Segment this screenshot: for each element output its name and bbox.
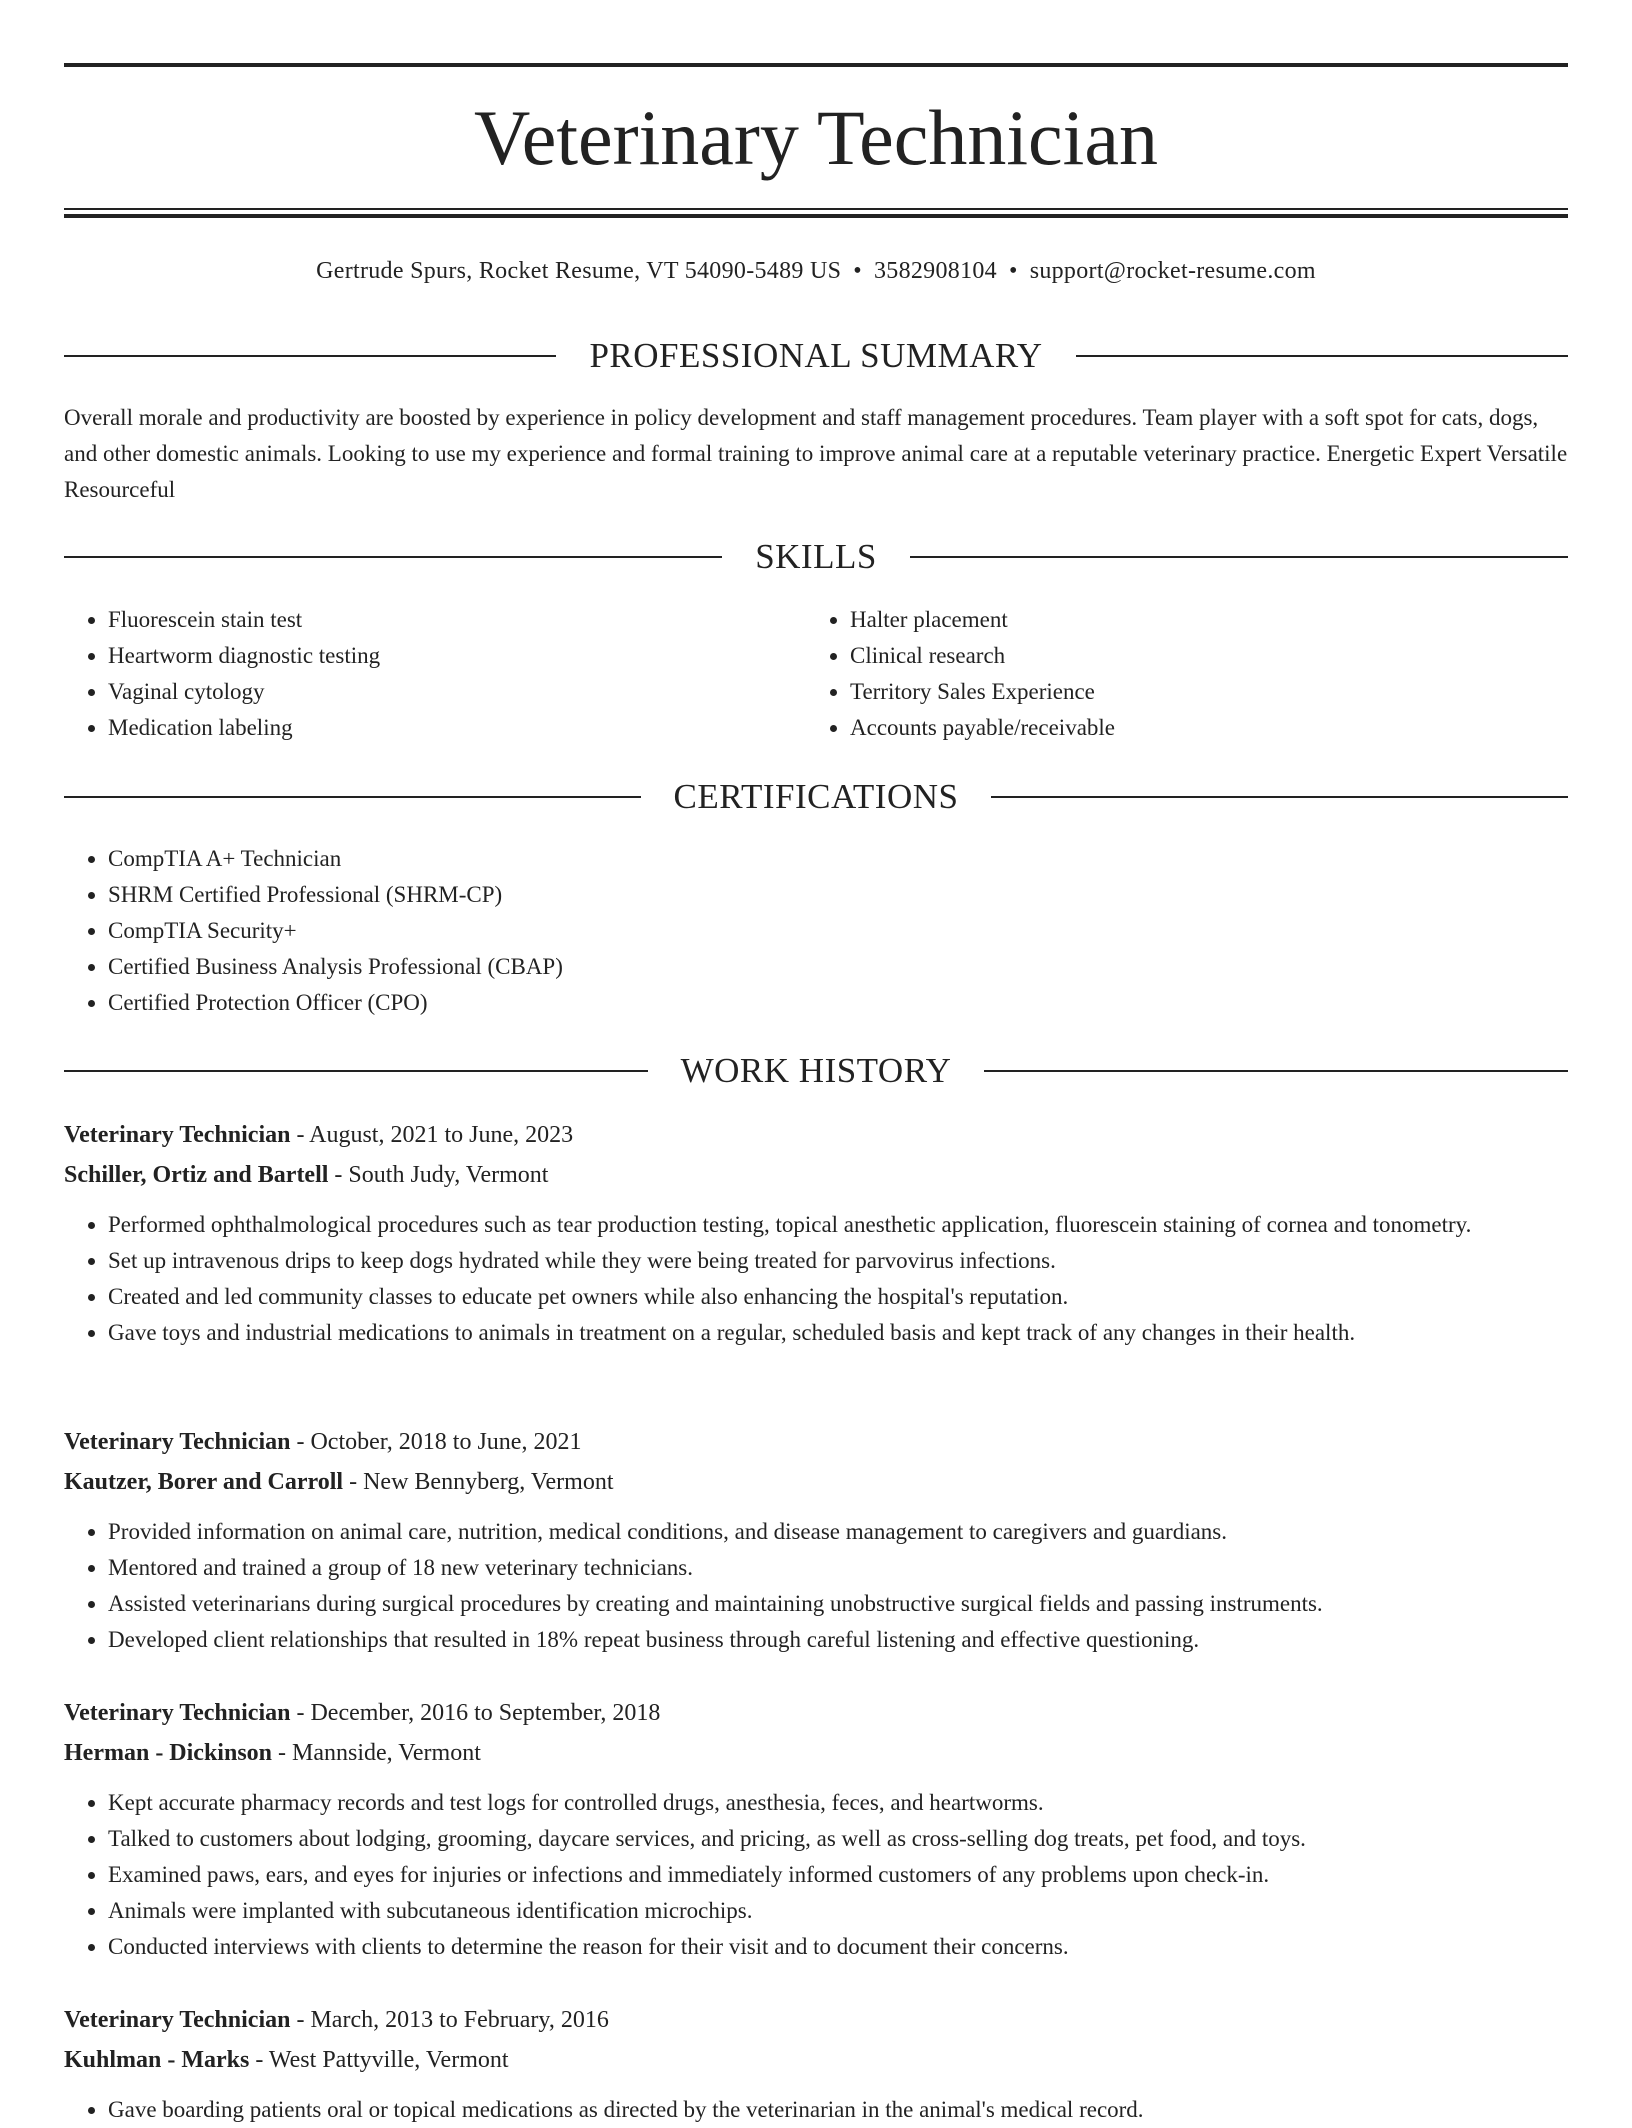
- job-duty: • Animals were implanted with subcutaneous identification microchips.: [108, 1893, 1568, 1929]
- certification-item: • CompTIA A+ Technician: [108, 841, 563, 877]
- section-heading-label: CERTIFICATIONS: [673, 777, 959, 816]
- job-duty: • Created and led community classes to educate pet owners while also enhancing the hospital's reputation.: [108, 1279, 1568, 1315]
- job-duty: • Kept accurate pharmacy records and test logs for controlled drugs, anesthesia, feces, and heartworms.: [108, 1785, 1568, 1821]
- title-double-rule: [64, 208, 1568, 218]
- job-duty: • Performed ophthalmological procedures such as tear production testing, topical anesthetic application, fluorescein staining of cornea and tonometry.: [108, 1207, 1568, 1243]
- job-title-line: [64, 1115, 1568, 1155]
- job-company: Herman - Dickinson: [64, 1740, 273, 1766]
- dash: -: [290, 1429, 311, 1455]
- job-company: Kautzer, Borer and Carroll: [64, 1469, 344, 1495]
- job-duty: • Examined paws, ears, and eyes for injuries or infections and immediately informed customers of any problems upon check-in.: [108, 1857, 1568, 1893]
- dash: -: [290, 2007, 311, 2033]
- certifications-block: [64, 841, 563, 1021]
- job-entry: [64, 1115, 1568, 1351]
- job-title: Veterinary Technician: [64, 1700, 291, 1726]
- job-title-line: [64, 1422, 1568, 1462]
- job-title: Veterinary Technician: [64, 2007, 291, 2033]
- skills-left-column: [64, 602, 804, 746]
- job-duties-list: [64, 1207, 1568, 1351]
- job-location: New Bennyberg, Vermont: [363, 1469, 614, 1495]
- job-company-line: [64, 1155, 1568, 1195]
- certification-item: • SHRM Certified Professional (SHRM-CP): [108, 877, 563, 913]
- job-company-line: [64, 2040, 1568, 2080]
- job-company-line: [64, 1733, 1568, 1773]
- certification-item: • CompTIA Security+: [108, 913, 563, 949]
- skills-list: [806, 602, 1546, 746]
- heading-rule: [984, 1070, 1568, 1072]
- contact-address: Gertrude Spurs, Rocket Resume, VT 54090-5489 US: [316, 258, 842, 284]
- job-title-line: [64, 2000, 1568, 2040]
- certifications-list: [64, 841, 563, 1021]
- job-duties-list: [64, 1785, 1568, 1965]
- job-duties-list: [64, 2092, 1568, 2128]
- job-entry: [64, 2000, 1568, 2128]
- job-company: Kuhlman - Marks: [64, 2047, 250, 2073]
- skill-item: • Medication labeling: [108, 710, 804, 746]
- section-heading-work-history: [64, 1049, 1568, 1093]
- dash: -: [290, 1700, 311, 1726]
- heading-rule: [64, 1070, 648, 1072]
- job-duty: • Gave boarding patients oral or topical medications as directed by the veterinarian in the animal's medical record.: [108, 2092, 1568, 2128]
- skill-item: • Accounts payable/receivable: [850, 710, 1546, 746]
- dash: -: [343, 1469, 364, 1495]
- section-heading-skills: [64, 535, 1568, 579]
- job-duty: • Set up intravenous drips to keep dogs hydrated while they were being treated for parvovirus infections.: [108, 1243, 1568, 1279]
- contact-phone: 3582908104: [873, 258, 997, 284]
- dash: -: [290, 1122, 310, 1148]
- heading-rule: [64, 556, 722, 558]
- skill-item: • Fluorescein stain test: [108, 602, 804, 638]
- skill-item: • Clinical research: [850, 638, 1546, 674]
- job-dates: August, 2021 to June, 2023: [309, 1122, 574, 1148]
- job-duty: • Developed client relationships that resulted in 18% repeat business through careful listening and effective questioning.: [108, 1622, 1568, 1658]
- job-dates: March, 2013 to February, 2016: [310, 2007, 609, 2033]
- section-heading-label: PROFESSIONAL SUMMARY: [589, 336, 1043, 375]
- dash: -: [328, 1162, 349, 1188]
- skills-right-column: [806, 602, 1546, 746]
- summary-text: Overall morale and productivity are boosted by experience in policy development and staff management procedures. Team player with a soft spot for cats, dogs, and other domestic animals. Looking to use my experience and formal training to improve animal care at a reputable veterinary practice. Energetic Expert Versatile Resourceful: [64, 405, 1568, 502]
- job-location: South Judy, Vermont: [348, 1162, 549, 1188]
- heading-rule: [910, 556, 1568, 558]
- job-title: Veterinary Technician: [64, 1122, 291, 1148]
- contact-line: [64, 254, 1568, 288]
- job-duty: • Provided information on animal care, nutrition, medical conditions, and disease management to caregivers and guardians.: [108, 1514, 1568, 1550]
- heading-rule: [991, 796, 1568, 798]
- job-title: Veterinary Technician: [64, 1429, 291, 1455]
- dash: -: [249, 2047, 269, 2073]
- section-heading-label: SKILLS: [755, 537, 877, 576]
- job-duty: • Conducted interviews with clients to determine the reason for their visit and to document their concerns.: [108, 1929, 1568, 1965]
- job-company-line: [64, 1462, 1568, 1502]
- section-heading-certifications: [64, 775, 1568, 819]
- section-heading-label: WORK HISTORY: [680, 1051, 952, 1090]
- skill-item: • Halter placement: [850, 602, 1546, 638]
- section-heading-summary: [64, 334, 1568, 378]
- dash: -: [272, 1740, 293, 1766]
- job-company: Schiller, Ortiz and Bartell: [64, 1162, 329, 1188]
- job-entry: [64, 1422, 1568, 1658]
- heading-rule: [64, 796, 641, 798]
- skills-list: [64, 602, 804, 746]
- job-dates: October, 2018 to June, 2021: [310, 1429, 582, 1455]
- contact-separator: •: [853, 258, 862, 284]
- contact-separator: •: [1008, 258, 1018, 284]
- job-title-line: [64, 1693, 1568, 1733]
- job-duty: • Gave toys and industrial medications to animals in treatment on a regular, scheduled basis and kept track of any changes in their health.: [108, 1315, 1568, 1351]
- job-duty: • Mentored and trained a group of 18 new veterinary technicians.: [108, 1550, 1568, 1586]
- job-duty: • Talked to customers about lodging, grooming, daycare services, and pricing, as well as cross-selling dog treats, pet food, and toys.: [108, 1821, 1568, 1857]
- job-entry: [64, 1693, 1568, 1965]
- job-location: Mannside, Vermont: [292, 1740, 481, 1766]
- certification-item: • Certified Protection Officer (CPO): [108, 985, 563, 1021]
- job-duty: • Assisted veterinarians during surgical procedures by creating and maintaining unobstructive surgical fields and passing instruments.: [108, 1586, 1568, 1622]
- heading-rule: [1076, 355, 1568, 357]
- job-dates: December, 2016 to September, 2018: [310, 1700, 661, 1726]
- top-rule: [64, 63, 1568, 67]
- certification-item: • Certified Business Analysis Professional (CBAP): [108, 949, 563, 985]
- job-duties-list: [64, 1514, 1568, 1658]
- skill-item: • Heartworm diagnostic testing: [108, 638, 804, 674]
- heading-rule: [64, 355, 556, 357]
- job-location: West Pattyville, Vermont: [268, 2047, 509, 2073]
- contact-email: support@rocket-resume.com: [1029, 258, 1316, 284]
- skill-item: • Vaginal cytology: [108, 674, 804, 710]
- resume-title: Veterinary Technician: [474, 94, 1158, 181]
- skill-item: • Territory Sales Experience: [850, 674, 1546, 710]
